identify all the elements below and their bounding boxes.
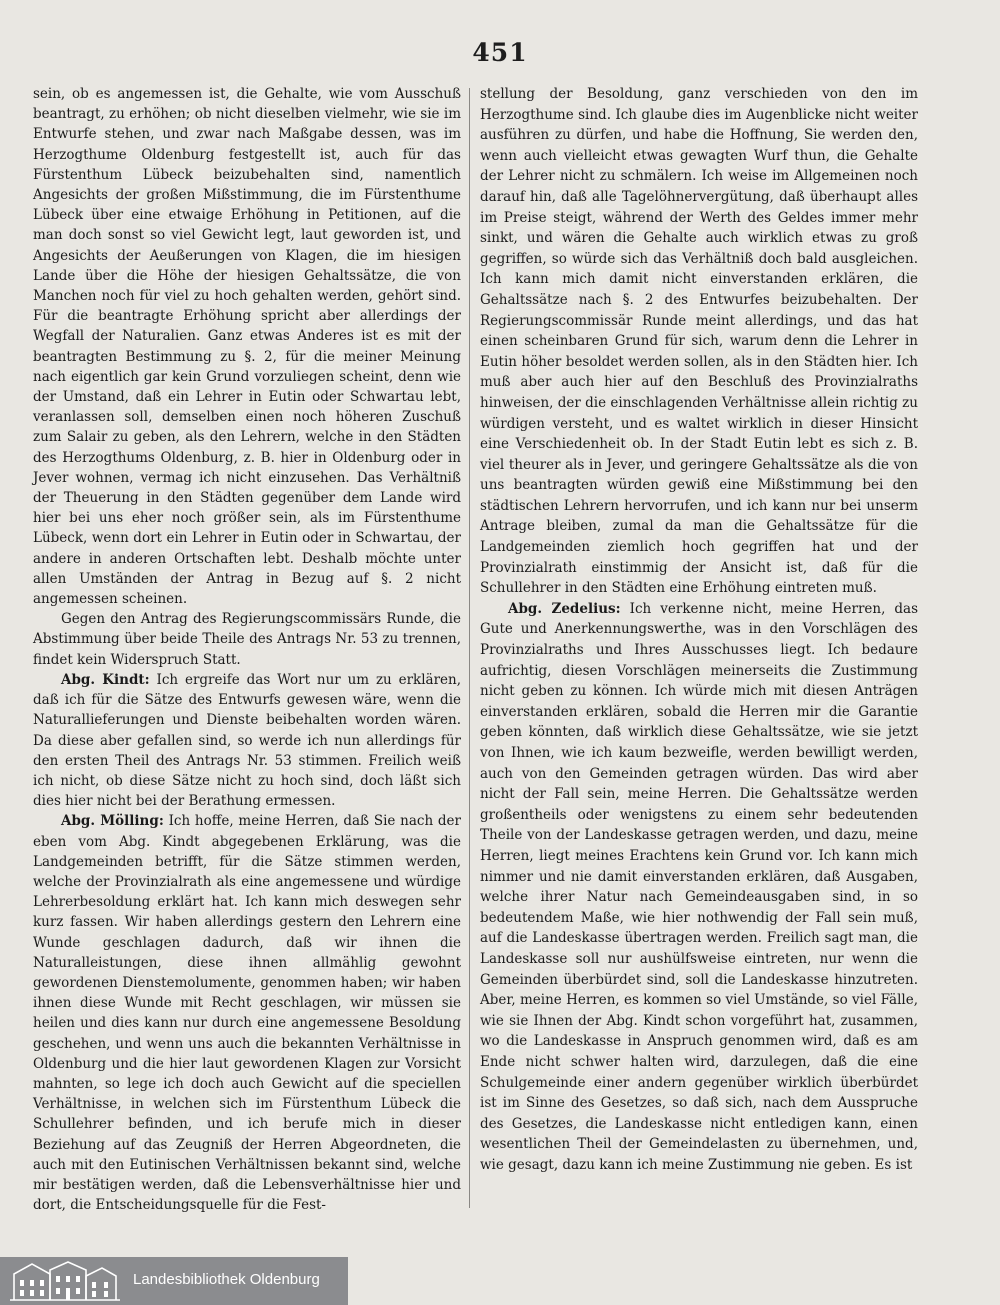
speaker-moelling: Abg. Mölling:	[61, 813, 164, 830]
right-paragraph-2	[480, 599, 918, 1176]
left-paragraph-3-text: Ich ergreife das Wort nur um zu erklären, daß ich für die Sätze des Entwurfs gewesen wäre, wenn die Naturallieferungen und Dienste beibehalten worden wären. Da diese aber gefallen sind, so werde ich nun allerdings für den ersten Theil des Antrags Nr. 53 stimmen. Freilich weiß ich nicht, ob diese Sätze nicht zu hoch sind, doch läßt sich dies hier nicht bei der Berathung ermessen.	[33, 671, 462, 810]
library-building-logo	[10, 1260, 120, 1302]
right-paragraph-1: stellung der Besoldung, ganz verschieden von den im Herzogthume sind. Ich glaube dies im Augenblicke nicht weiter ausführen zu dürfen, und habe die Hoffnung, Sie werden den, wenn auch vielleicht etwas gewagten Wurf thun, die Gehalte der Lehrer nicht zu schmälern. Ich weise im Allgemeinen noch darauf hin, daß alle Tagelöhnervergütung, daß überhaupt alles im Preise steigt, während der Werth des Geldes immer mehr sinkt, und wären die Gehalte auch wirklich etwas zu groß gegriffen, so würde sich das Verhältniß doch bald ausgleichen. Ich kann mich damit nicht einverstanden erklären, die Gehaltssätze nach §. 2 des Entwurfes beizubehalten. Der Regierungscommissär Runde meint allerdings, und das hat einen scheinbaren Grund für sich, warum denn die Lehrer in Eutin höher besoldet werden sollen, als in den Städten hier. Ich muß aber auch hier auf den Beschluß des Provinzialraths hinweisen, der die einschlagenden Verhältnisse allein richtig zu würdigen versteht, und es waltet wirklich in dieser Hinsicht eine Verschiedenheit ob. In der Stadt Eutin lebt es sich z. B. viel theurer als in Jever, und geringere Gehaltssätze als die von uns beantragten würden gewiß eine Mißstimmung bei den städtischen Lehrern hervorrufen, und ich kann nur bei unserm Antrage bleiben, zumal da man die Gehaltssätze für die Landgemeinden ziemlich hoch gegriffen hat und der Provinzialrath einstimmig der Ansicht ist, daß für die Schullehrer in den Städten eine Erhöhung eintreten muß.	[480, 86, 918, 597]
left-column	[33, 84, 461, 1215]
library-name: Landesbibliothek Oldenburg	[133, 1271, 320, 1288]
column-divider	[469, 88, 470, 1208]
left-paragraph-4	[33, 811, 461, 1215]
speaker-zedelius: Abg. Zedelius:	[508, 600, 621, 617]
right-column	[480, 84, 918, 1175]
left-paragraph-3	[33, 670, 461, 811]
left-paragraph-4-text: Ich hoffe, meine Herren, daß Sie nach der eben vom Abg. Kindt abgegebenen Erklärung, was die Landgemeinden betrifft, für die Sätze stimmen werden, welche der Provinzialrath als eine angemessene und würdige Lehrerbesoldung erklärt hat. Ich kann mich deswegen sehr kurz fassen. Wir haben allerdings gestern den Lehrern eine Wunde geschlagen dadurch, daß wir ihnen die Naturalleistungen, diese ihnen allmählig gewohnt gewordenen Dienstemolumente, genommen haben; wir haben ihnen diese Wunde mit Recht geschlagen, wir müssen sie heilen und dies kann nur durch eine angemessene Besoldung geschehen, und wenn uns auch die bekannten Verhältnisse in Oldenburg und die hier laut gewordenen Klagen zur Vorsicht mahnten, so lege ich doch auch Gewicht auf die speciellen Verhältnisse, in welchen sich im Fürstenthum Lübeck die Schullehrer befinden, und ich berufe mich in dieser Beziehung auf das Zeugniß der Herren Abgeordneten, die auch mit den Eutinischen Verhältnissen bekannt sind, welche mir bestätigen werden, daß die Lebensverhältnisse hier und dort, die Entscheidungsquelle für die Fest-	[33, 813, 461, 1214]
left-paragraph-2: Gegen den Antrag des Regierungscommissärs Runde, die Abstimmung über beide Theile des Antrags Nr. 53 zu trennen, findet kein Widerspruch Statt.	[33, 611, 461, 668]
left-paragraph-1: sein, ob es angemessen ist, die Gehalte, wie vom Ausschuß beantragt, zu erhöhen; ob nicht dieselben vielmehr, wie sie im Entwurfe stehen, und zwar nach Maßgabe dessen, was im Herzogthume Oldenburg festgestellt ist, auch für das Fürstenthum Lübeck beizubehalten sind, namentlich Angesichts der großen Mißstimmung, die im Fürstenthume Lübeck über eine etwaige Erhöhung in Petitionen, auf die man doch sonst so viel Gewicht legt, laut geworden ist, und Angesichts der Aeußerungen von Klagen, die im hiesigen Lande über die Höhe der hiesigen Gehaltssätze, die von Manchen noch für viel zu hoch gehalten werden, gehört sind. Für die beantragte Erhöhung spricht aber allerdings der Wegfall der Naturalien. Ganz etwas Anderes ist es mit der beantragten Bestimmung zu §. 2, für die meiner Meinung nach eigentlich gar kein Grund vorzuliegen scheint, denn wie der Umstand, daß ein Lehrer in Eutin oder Schwartau lebt, veranlassen soll, demselben einen noch höheren Zuschuß zum Salair zu geben, als den Lehrern, welche in den Städten des Herzogthums Oldenburg, z. B. hier in Oldenburg oder in Jever wohnen, vermag ich nicht einzusehen. Das Verhältniß der Theuerung in den Städten gegenüber dem Lande wird hier bei uns eher noch größer sein, als im Fürstenthume Lübeck, wenn dort ein Lehrer in Eutin oder in Schwartau, der andere in anderen Ortschaften lebt. Deshalb möchte unter allen Umständen der Antrag in Bezug auf §. 2 nicht angemessen scheinen.	[33, 86, 461, 608]
page-number: 451	[472, 38, 528, 67]
right-paragraph-2-text: Ich verkenne nicht, meine Herren, das Gute und Anerkennungswerthe, was in den Vorschlägen des Provinzialraths und Ihres Ausschusses liegt. Ich bedaure aufrichtig, diesen Vorschlägen meinerseits die Zustimmung nicht geben zu können. Ich würde mich mit diesen Anträgen einverstanden erklären, sobald die Herren mir die Garantie geben könnten, daß wirklich diese Gehaltssätze, wie sie jetzt von Ihnen, wie ich kaum bezweifle, werden bewilligt werden, auch von den Gemeinden getragen würden. Das wird aber nicht der Fall sein, meine Herren. Die Gehaltssätze werden großentheils oder wenigstens zu einem sehr bedeutenden Theile von der Landeskasse getragen werden, und dazu, meine Herren, liegt meines Erachtens kein Grund vor. Ich kann mich nimmer und nie damit einverstanden erklären, daß Ausgaben, welche ihrer Natur nach Gemeindeausgaben sind, in so bedeutendem Maße, wie hier nothwendig der Fall sein muß, auf die Landeskasse übertragen werden. Freilich sagt man, die Landeskasse soll nur aushülfsweise eintreten, nur wenn die Gemeinden überbürdet sind, soll die Landeskasse hinzutreten. Aber, meine Herren, es kommen so viel Umstände, so viel Fälle, wie sie Ihnen der Abg. Kindt schon vorgeführt hat, zusammen, wo die Landeskasse in Anspruch genommen wird, daß es am Ende nicht schwer halten wird, darzulegen, daß die eine Schulgemeinde einer andern gegenüber wirklich überbürdet ist im Sinne des Gesetzes, so daß sich, nach dem Ausspruche des Gesetzes, die Landeskasse nicht entledigen kann, einen wesentlichen Theil der Gemeindelasten zu übernehmen, und, wie gesagt, dazu kann ich meine Zustimmung nie geben. Es ist	[480, 600, 919, 1173]
library-footer-banner	[0, 1257, 348, 1305]
speaker-kindt: Abg. Kindt:	[61, 671, 150, 688]
